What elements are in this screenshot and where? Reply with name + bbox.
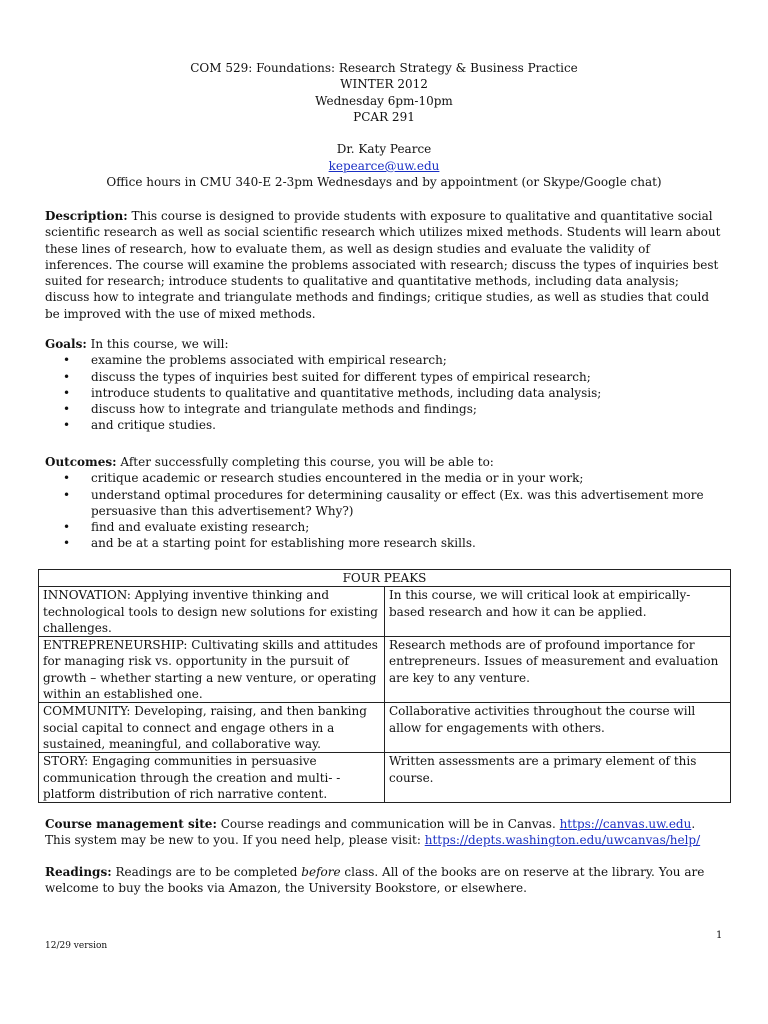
- bullet-icon: •: [63, 520, 71, 535]
- outcomes-list: [45, 470, 721, 551]
- version-note: 12/29 version: [45, 941, 108, 951]
- description-label: Description:: [45, 209, 128, 223]
- course-title: COM 529: Foundations: Research Strategy & Business Practice: [190, 61, 578, 75]
- canvas-help-link[interactable]: https://depts.washington.edu/uwcanvas/help/: [424, 833, 701, 848]
- readings-emphasis: before: [301, 865, 341, 879]
- description-text: This course is designed to provide students with exposure to qualitative and quantitative social scientific research as well as social scientific research which utilizes mixed methods. Students will learn about these lines of research, how to evaluate them, as well as design studies and evaluate the validity of inferences. The course will examine the problems associated with research; discuss the types of inquiries best suited for research; introduce students to qualitative and quantitative methods, including data analysis; discuss how to integrate and triangulate methods and findings; critique studies, as well as studies that could be improved with the use of mixed methods.: [45, 209, 721, 321]
- list-item: • discuss the types of inquiries best suited for different types of empirical research;: [63, 369, 591, 384]
- peak-entrepreneurship-cell: ENTREPRENEURSHIP: Cultivating skills and attitudes for managing risk vs. opportunity in the pursuit of growth – whether starting a new venture, or operating within an established one.: [39, 637, 385, 703]
- course-site-label: Course management site:: [45, 817, 217, 831]
- peak-entrepreneurship-application: Research methods are of profound importance for entrepreneurs. Issues of measurement and evaluation are key to any venture.: [385, 637, 731, 703]
- peak-community-cell: COMMUNITY: Developing, raising, and then banking social capital to connect and engage others in a sustained, meaningful, and collaborative way.: [39, 703, 385, 753]
- four-peaks-table: [38, 569, 731, 803]
- list-item: • and critique studies.: [63, 418, 216, 433]
- list-item: • introduce students to qualitative and quantitative methods, including data analysis;: [63, 385, 602, 400]
- readings-label: Readings:: [45, 865, 112, 879]
- bullet-icon: •: [63, 402, 71, 417]
- outcomes-label: Outcomes:: [45, 455, 117, 469]
- bullet-icon: •: [63, 418, 71, 433]
- peak-innovation-application: In this course, we will critical look at empirically-based research and how it can be applied.: [385, 587, 731, 637]
- list-item: • discuss how to integrate and triangulate methods and findings;: [63, 402, 477, 417]
- table-row: [39, 703, 731, 753]
- peak-community-application: Collaborative activities throughout the course will allow for engagements with others.: [385, 703, 731, 753]
- course-schedule: Wednesday 6pm-10pm: [315, 93, 453, 108]
- goals-intro: In this course, we will:: [86, 337, 229, 351]
- bullet-icon: •: [63, 487, 71, 502]
- peak-story-cell: STORY: Engaging communities in persuasive communication through the creation and multi- -platform distribution of rich narrative content.: [39, 753, 385, 803]
- table-row: [39, 637, 731, 703]
- peak-innovation-cell: INNOVATION: Applying inventive thinking and technological tools to design new solutions for existing challenges.: [39, 587, 385, 637]
- goals-label: Goals:: [45, 337, 87, 351]
- readings-section: Readings: Readings are to be completed before class. All of the books are on reserve at the library. You are welcome to buy the books via Amazon, the University Bookstore, or elsewhere.: [45, 865, 705, 896]
- list-item: • understand optimal procedures for determining causality or effect (Ex. was this advertisement more persuasive than this advertisement? Why?): [63, 487, 704, 518]
- canvas-link[interactable]: https://canvas.uw.edu: [559, 817, 692, 831]
- table-row: [39, 753, 731, 803]
- bullet-icon: •: [63, 353, 71, 368]
- goals-section: [45, 336, 721, 434]
- course-header: [0, 60, 768, 190]
- bullet-icon: •: [63, 471, 71, 486]
- four-peaks-heading: FOUR PEAKS: [39, 570, 731, 587]
- course-site-section: Course management site: Course readings and communication will be in Canvas. https://canvas.uw.edu. This system may be new to you. If you need help, please visit: https://depts.washington.edu/uwcanvas/help/: [45, 817, 701, 848]
- instructor-email-link[interactable]: kepearce@uw.edu: [328, 158, 440, 173]
- course-room: PCAR 291: [353, 109, 415, 124]
- bullet-icon: •: [63, 536, 71, 551]
- goals-list: [45, 352, 721, 433]
- office-hours: Office hours in CMU 340-E 2-3pm Wednesdays and by appointment (or Skype/Google chat): [106, 175, 662, 190]
- instructor-name: Dr. Katy Pearce: [336, 142, 432, 157]
- bullet-icon: •: [63, 385, 71, 400]
- list-item: • find and evaluate existing research;: [63, 520, 310, 535]
- list-item: • and be at a starting point for establishing more research skills.: [63, 536, 476, 551]
- description-section: [45, 208, 721, 322]
- table-row: [39, 587, 731, 637]
- bullet-icon: •: [63, 369, 71, 384]
- list-item: • critique academic or research studies encountered in the media or in your work;: [63, 471, 584, 486]
- outcomes-section: [45, 454, 721, 552]
- course-term: WINTER 2012: [340, 77, 428, 92]
- list-item: • examine the problems associated with empirical research;: [63, 353, 447, 368]
- peak-story-application: Written assessments are a primary element of this course.: [385, 753, 731, 803]
- page-number: 1: [716, 930, 723, 941]
- outcomes-intro: After successfully completing this course, you will be able to:: [116, 455, 494, 469]
